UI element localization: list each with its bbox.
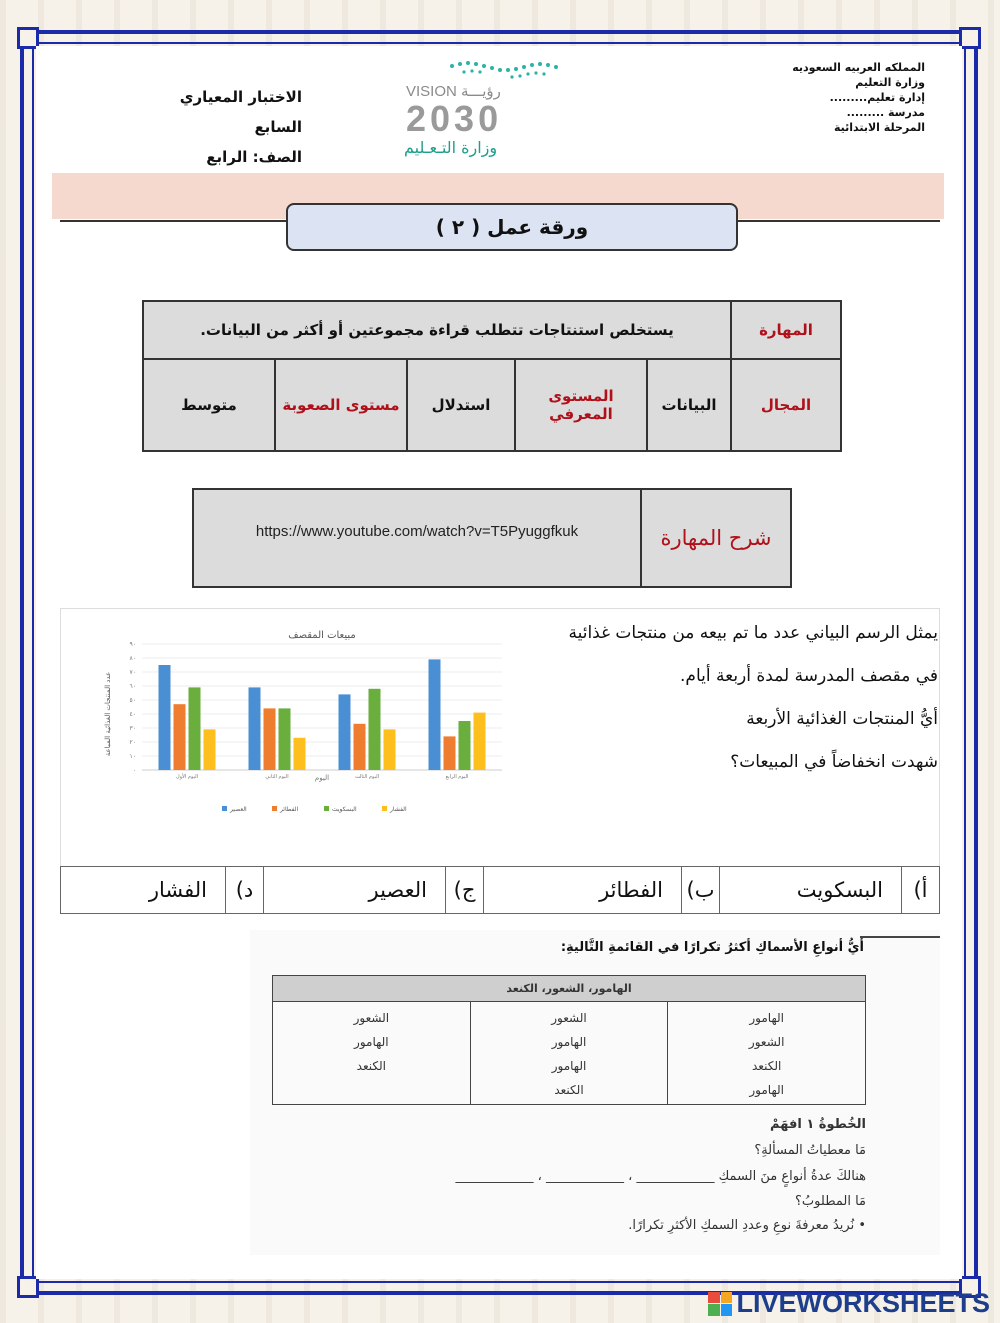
fish-item: الهامور: [354, 1035, 389, 1049]
given-question: مَا معطياتُ المسألةِ؟: [754, 1143, 866, 1158]
fish-item: الهامور: [749, 1083, 784, 1097]
fish-item: الشعور: [551, 1011, 587, 1025]
chart-bar: [429, 659, 441, 770]
difficulty-value: متوسط: [143, 359, 275, 451]
skill-label: المهارة: [731, 301, 841, 359]
given-answer: هنالكَ عدةُ أنواعٍ منَ السمكِ ____________ ، ____________ ، ____________: [455, 1169, 866, 1184]
chart-bar: [264, 708, 276, 770]
chart-bar: [174, 704, 186, 770]
chart-y-tick: ٣٠: [129, 725, 136, 732]
difficulty-label: مستوى الصعوبة: [275, 359, 407, 451]
fish-column: [470, 1002, 668, 1105]
fish-item: الهامور: [749, 1011, 784, 1025]
chart-bar: [474, 713, 486, 770]
chart-x-tick: اليوم الأول: [176, 774, 198, 780]
sales-bar-chart: [92, 622, 512, 827]
header-line: إدارة تعليم.........: [829, 91, 925, 104]
cognitive-label: المستوى المعرفي: [515, 359, 647, 451]
chart-legend-swatch: [324, 806, 329, 811]
option-text: الفشار: [148, 878, 207, 902]
chart-y-tick: ٢٠: [129, 739, 136, 746]
chart-bar: [339, 694, 351, 770]
domain-value: البيانات: [647, 359, 731, 451]
fish-question: أيُّ أنواعِ الأسماكِ أكثرُ تكرارًا في القائمةِ التَّاليةِ:: [560, 940, 864, 955]
chart-y-tick: ٨٠: [129, 655, 136, 662]
fish-item: الشعور: [353, 1011, 390, 1025]
domain-label: المجال: [731, 359, 841, 451]
chart-bar: [249, 687, 261, 770]
ministry-header: [792, 60, 925, 135]
chart-y-label: عدد المنتجات الغذائية المباعة: [104, 671, 112, 757]
header-line: المملكه العربيه السعوديه: [792, 61, 925, 74]
chart-x-label: اليوم: [314, 774, 330, 782]
required-answer: • نُريدُ معرفةَ نوعِ وعددِ السمكِ الأكثرِ تكرارًا.: [628, 1218, 866, 1233]
chart-y-tick: ٤٠: [129, 711, 136, 718]
chart-bar: [189, 687, 201, 770]
answer-option-d[interactable]: [61, 867, 263, 913]
header-line: مدرسة .........: [846, 106, 925, 119]
grade-label: الصف: الرابع: [206, 148, 302, 166]
chart-x-tick: اليوم الثالث: [354, 774, 380, 780]
chart-bar: [444, 736, 456, 770]
chart-bar: [294, 738, 306, 770]
chart-y-tick: ٧٠: [129, 669, 136, 676]
answer-option-a[interactable]: [719, 867, 939, 913]
chart-legend-label: العصير: [230, 806, 247, 813]
worksheet-title: ورقة عمل ( ٢ ): [286, 203, 738, 251]
question-line: أيُّ المنتجات الغذائية الأربعة: [746, 709, 938, 729]
step-title: الخُطوةُ ١ افهَمْ: [770, 1117, 866, 1132]
question-line: يمثل الرسم البياني عدد ما تم بيعه من منتجات غذائية: [568, 623, 938, 643]
skill-table: [142, 300, 842, 452]
scan-divider: [860, 936, 940, 938]
option-letter: أ): [901, 867, 939, 913]
required-question: مَا المطلوبُ؟: [795, 1194, 866, 1209]
chart-legend-swatch: [272, 806, 277, 811]
chart-y-tick: ١٠: [129, 753, 136, 760]
fish-item: الهامور: [551, 1035, 587, 1049]
option-letter: د): [225, 867, 263, 913]
skill-explanation-box: [192, 488, 792, 588]
explanation-link[interactable]: https://www.youtube.com/watch?v=T5Pyuggfkuk: [255, 522, 579, 540]
fish-item: الكنعد: [752, 1059, 782, 1073]
chart-bar: [384, 729, 396, 770]
skill-text: يستخلص استنتاجات تتطلب قراءة مجموعتين أو أكثر من البيانات.: [143, 301, 731, 359]
answer-choices: [60, 866, 940, 914]
liveworksheets-icon: [708, 1292, 732, 1316]
chart-legend-swatch: [222, 806, 227, 811]
chart-x-tick: اليوم الرابع: [445, 774, 469, 780]
fish-column: [668, 1002, 866, 1105]
chart-bar: [354, 724, 366, 770]
fish-item: الشعور: [748, 1035, 785, 1049]
chart-y-tick: ٠: [132, 767, 136, 774]
corner-ornament: [959, 27, 981, 49]
chart-title: مبيعات المقصف: [288, 630, 356, 641]
chart-legend-swatch: [382, 806, 387, 811]
chart-y-tick: ٦٠: [129, 683, 136, 690]
chart-y-tick: ٩٠: [129, 641, 136, 648]
explanation-label: شرح المهارة: [640, 490, 790, 586]
question-line: شهدت انخفاضاً في المبيعات؟: [730, 752, 938, 772]
fish-table: [272, 975, 866, 1105]
chart-bar: [279, 708, 291, 770]
chart-legend-label: الفشار: [390, 806, 407, 813]
logo-vision-text: VISION رؤيـــة: [406, 83, 501, 100]
chart-bar: [369, 689, 381, 770]
chart-bar: [204, 729, 216, 770]
corner-ornament: [17, 1276, 39, 1298]
chart-legend-label: الفطائر: [280, 806, 299, 813]
fish-item: الكنعد: [554, 1083, 584, 1097]
chart-bar: [159, 665, 171, 770]
option-letter: ج): [445, 867, 483, 913]
logo-ministry-text: وزارة التـعـليم: [404, 138, 498, 157]
chart-x-tick: اليوم الثاني: [265, 774, 289, 780]
logo-year: 2030: [406, 98, 503, 139]
fish-column: [273, 1002, 471, 1105]
question-line: في مقصف المدرسة لمدة أربعة أيام.: [680, 666, 938, 686]
chart-y-tick: ٥٠: [129, 697, 136, 704]
liveworksheets-logo: [708, 1288, 990, 1319]
fish-item: الهامور: [551, 1059, 587, 1073]
option-letter: ب): [681, 867, 719, 913]
option-text: العصير: [368, 878, 427, 902]
chart-bar: [459, 721, 471, 770]
question-text: [518, 612, 938, 784]
fish-item: الكنعد: [356, 1059, 386, 1073]
cognitive-value: استدلال: [407, 359, 515, 451]
header-line: وزارة التعليم: [855, 76, 925, 89]
option-text: الفطائر: [599, 878, 663, 902]
test-title: الاختبار المعياري السابع: [179, 88, 302, 136]
answer-option-c[interactable]: [263, 867, 483, 913]
fish-table-header: الهامور، الشعور، الكنعد: [273, 976, 866, 1002]
option-text: البسكويت: [796, 878, 883, 902]
vision-2030-logo: [402, 58, 572, 158]
chart-legend-label: البسكويت: [332, 806, 357, 813]
answer-option-b[interactable]: [483, 867, 719, 913]
brand-name: LIVEWORKSHEETS: [736, 1288, 990, 1318]
header-line: المرحلة الابتدائية: [833, 121, 925, 134]
